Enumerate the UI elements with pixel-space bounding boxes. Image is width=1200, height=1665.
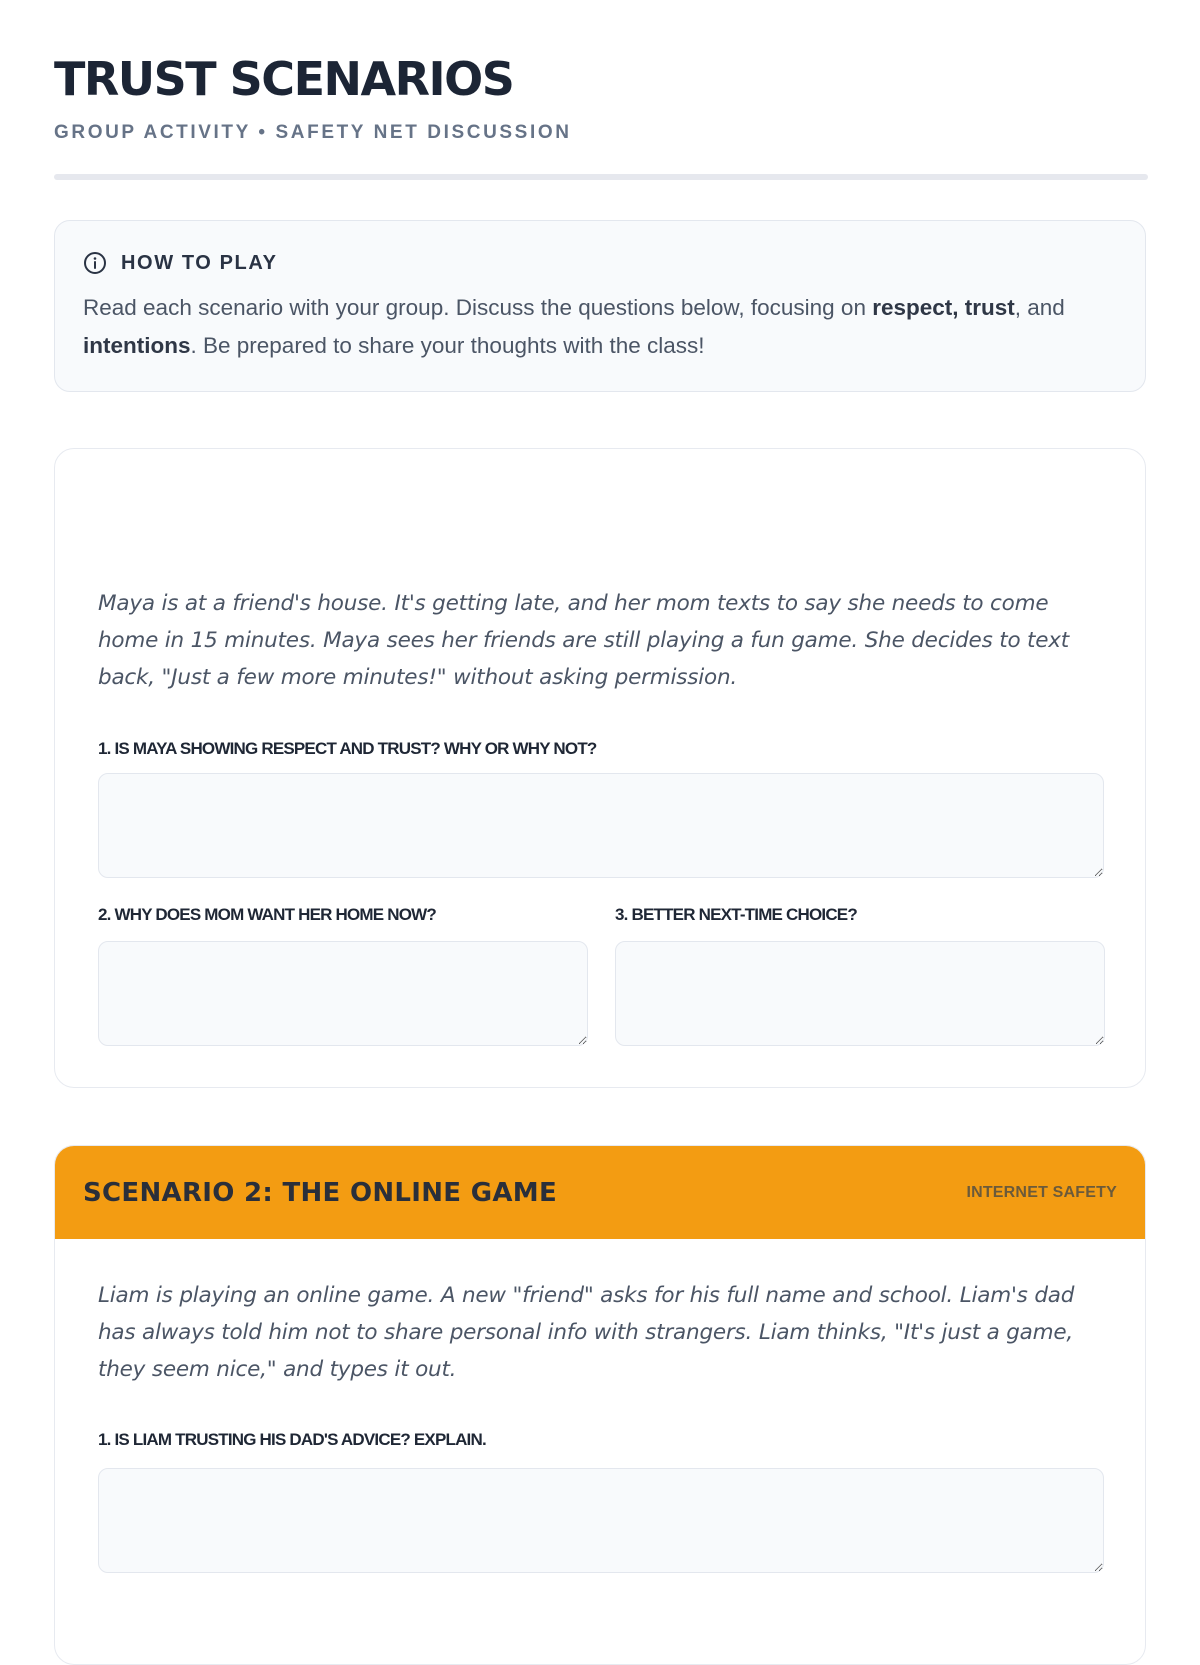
scenario-2-question-1-label: 1. IS LIAM TRUSTING HIS DAD'S ADVICE? EXPLAIN. xyxy=(98,1430,486,1449)
instructions-text: , and xyxy=(1014,295,1065,320)
scenario-1-story: Maya is at a friend's house. It's getting late, and her mom texts to say she needs to come home in 15 minutes. Maya sees her friends are still playing a fun game. She decides to text back, "Just a few more minutes!" without asking permission. xyxy=(98,591,1070,690)
how-to-play-box xyxy=(54,220,1146,392)
scenario-2-header xyxy=(55,1146,1145,1239)
scenario-1-question-2-label: 2. WHY DOES MOM WANT HER HOME NOW? xyxy=(98,905,436,924)
scenario-2-story: Liam is playing an online game. A new "friend" asks for his full name and school. Liam's dad has always told him not to share personal info with strangers. Liam thinks, "It's just a game, they seem nice," and types it out. xyxy=(98,1283,1075,1382)
scenario-2-tag: INTERNET SAFETY xyxy=(966,1183,1117,1201)
scenario-1-answer-2-field[interactable] xyxy=(98,941,588,1046)
instructions-bold-intentions: intentions xyxy=(83,333,191,358)
scenario-1-question-1-label: 1. IS MAYA SHOWING RESPECT AND TRUST? WHY OR WHY NOT? xyxy=(98,739,597,758)
instructions-bold-respect-trust: respect, trust xyxy=(872,295,1015,320)
scenario-2-title: SCENARIO 2: THE ONLINE GAME xyxy=(83,1177,558,1208)
scenario-1-answer-1-field[interactable] xyxy=(98,773,1104,878)
page-title: TRUST SCENARIOS xyxy=(54,52,514,106)
info-icon xyxy=(83,251,107,275)
scenario-1-question-3-label: 3. BETTER NEXT-TIME CHOICE? xyxy=(615,905,857,924)
header-divider xyxy=(54,174,1148,180)
page-subtitle: GROUP ACTIVITY • SAFETY NET DISCUSSION xyxy=(54,122,572,143)
scenario-1-card xyxy=(54,448,1146,1088)
instructions-text: . Be prepared to share your thoughts with the class! xyxy=(190,333,705,358)
scenario-1-answer-3-field[interactable] xyxy=(615,941,1105,1046)
scenario-2-answer-1-field[interactable] xyxy=(98,1468,1104,1573)
how-to-play-text xyxy=(83,289,1123,365)
instructions-text: Read each scenario with your group. Discuss the questions below, focusing on xyxy=(83,295,873,320)
how-to-play-heading xyxy=(83,251,278,275)
scenario-2-card xyxy=(54,1145,1146,1665)
how-to-play-title: HOW TO PLAY xyxy=(121,251,278,274)
